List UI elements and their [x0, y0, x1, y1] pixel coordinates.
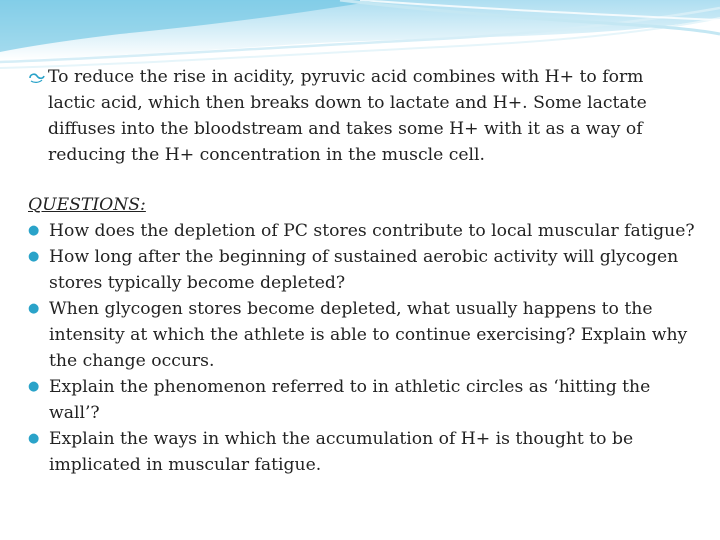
round-bullet-icon: ●: [28, 379, 40, 394]
round-bullet-icon: ●: [28, 431, 40, 446]
question-text: How does the depletion of PC stores contribute to local muscular fatigue?: [49, 221, 695, 241]
round-bullet-icon: ●: [28, 223, 40, 238]
round-bullet-icon: ●: [28, 249, 40, 264]
list-item: [28, 296, 700, 374]
question-text: How long after the beginning of sustained aerobic activity will glycogen stores typically become depleted?: [49, 247, 679, 293]
list-item: [28, 244, 700, 296]
question-text: Explain the phenomenon referred to in athletic circles as ‘hitting the wall’?: [49, 377, 651, 423]
round-bullet-icon: ●: [28, 301, 40, 316]
intro-text: To reduce the rise in acidity, pyruvic acid combines with H+ to form lactic acid, which then breaks down to lactate and H+. Some lactate diffuses into the bloodstream and takes some H+ with it as a way of reducing the H+ concentration in the muscle cell.: [48, 67, 647, 165]
questions-list: [28, 218, 700, 478]
list-item: [28, 218, 700, 244]
questions-section: [28, 192, 700, 478]
list-item: [28, 374, 700, 426]
swirl-bullet-icon: [28, 64, 48, 90]
questions-heading: QUESTIONS:: [28, 195, 146, 215]
question-text: Explain the ways in which the accumulation of H+ is thought to be implicated in muscular fatigue.: [49, 429, 634, 475]
question-text: When glycogen stores become depleted, what usually happens to the intensity at which the athlete is able to continue exercising? Explain why the change occurs.: [49, 299, 688, 371]
intro-paragraph: [28, 64, 688, 168]
list-item: [28, 426, 700, 478]
